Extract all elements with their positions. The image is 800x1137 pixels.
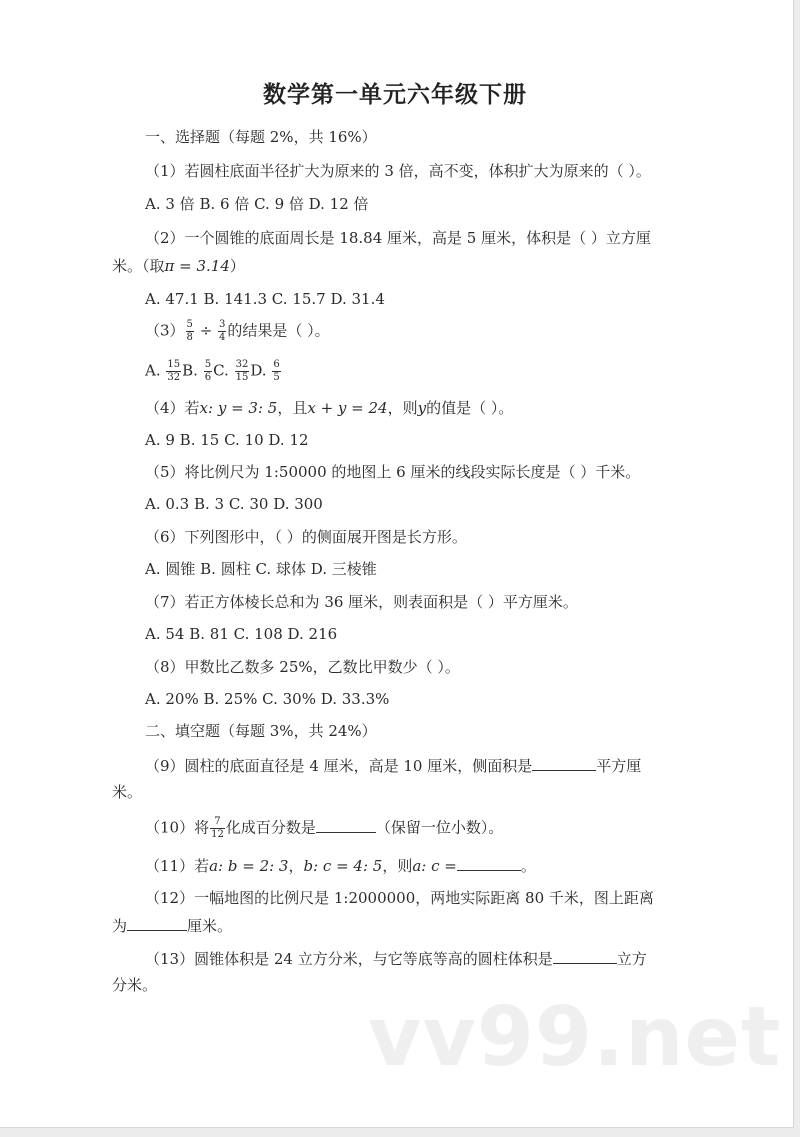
watermark: vv99.net [368,990,782,1085]
question-4: （4）若x: y = 3: 5，且x + y = 24，则y的值是（ ）。 [145,399,514,417]
question-4-options: A. 9 B. 15 C. 10 D. 12 [145,431,309,449]
fraction: $\frac{15}{32}$ [167,359,181,383]
question-5-options: A. 0.3 B. 3 C. 30 D. 300 [145,495,323,513]
question-1-options: A. 3 倍 B. 6 倍 C. 9 倍 D. 12 倍 [145,195,369,213]
question-10: （10）将 $\frac{7}{12}$ 化成百分数是 （保留一位小数）。 [145,816,504,840]
answer-blank[interactable] [532,755,596,771]
question-2-continued: 米。（取π = 3.14） [112,257,245,275]
answer-blank[interactable] [553,948,617,964]
question-6-options: A. 圆锥 B. 圆柱 C. 球体 D. 三棱锥 [145,560,377,578]
question-5: （5）将比例尺为 1:50000 的地图上 6 厘米的线段实际长度是（ ）千米。 [145,463,641,481]
question-7-options: A. 54 B. 81 C. 108 D. 216 [145,625,338,643]
fraction: $\frac{5}{6}$ [204,359,212,383]
section-heading-fill: 二、填空题（每题 3%，共 24%） [145,722,377,740]
question-9-continued: 米。 [112,783,143,801]
question-8: （8）甲数比乙数多 25%，乙数比甲数少（ ）。 [145,658,460,676]
question-9: （9）圆柱的底面直径是 4 厘米，高是 10 厘米，侧面积是 平方厘 [145,757,642,775]
question-12: （12）一幅地图的比例尺是 1:2000000，两地实际距离 80 千米，图上距离 [145,889,654,907]
question-8-options: A. 20% B. 25% C. 30% D. 33.3% [145,690,390,708]
question-7: （7）若正方体棱长总和为 36 厘米，则表面积是（ ）平方厘米。 [145,593,578,611]
question-1: （1）若圆柱底面半径扩大为原来的 3 倍，高不变，体积扩大为原来的（ ）。 [145,162,651,180]
question-12-continued: 为 厘米。 [112,917,233,935]
fraction: $\frac{7}{12}$ [211,816,224,840]
fraction: $\frac{5}{8}$ [186,319,193,343]
question-11: （11）若a: b = 2: 3，b: c = 4: 5，则a: c = 。 [145,857,536,875]
answer-blank[interactable] [457,855,521,871]
question-13: （13）圆锥体积是 24 立方分米，与它等底等高的圆柱体积是 立方 [145,950,647,968]
page-title: 数学第一单元六年级下册 [263,82,527,108]
fraction: $\frac{3}{4}$ [219,319,226,343]
question-3-options: A. $\frac{15}{32}$ B. $\frac{5}{6}$ C. $\frac{32}{15}$ D. $\frac{6}{5}$ [145,359,280,383]
section-heading-choice: 一、选择题（每题 2%，共 16%） [145,128,377,146]
question-6: （6）下列图形中，（ ）的侧面展开图是长方形。 [145,528,467,546]
question-2-options: A. 47.1 B. 141.3 C. 15.7 D. 31.4 [145,290,385,308]
question-3: （3） $\frac{5}{8}$ ÷ $\frac{3}{4}$ 的结果是（ ）。 [145,319,330,343]
question-13-continued: 分米。 [112,976,158,994]
answer-blank[interactable] [127,915,187,931]
fraction: $\frac{6}{5}$ [273,359,280,383]
question-2: （2）一个圆锥的底面周长是 18.84 厘米，高是 5 厘米，体积是（ ）立方厘 [145,229,651,247]
fraction: $\frac{32}{15}$ [235,359,249,383]
answer-blank[interactable] [316,817,376,833]
